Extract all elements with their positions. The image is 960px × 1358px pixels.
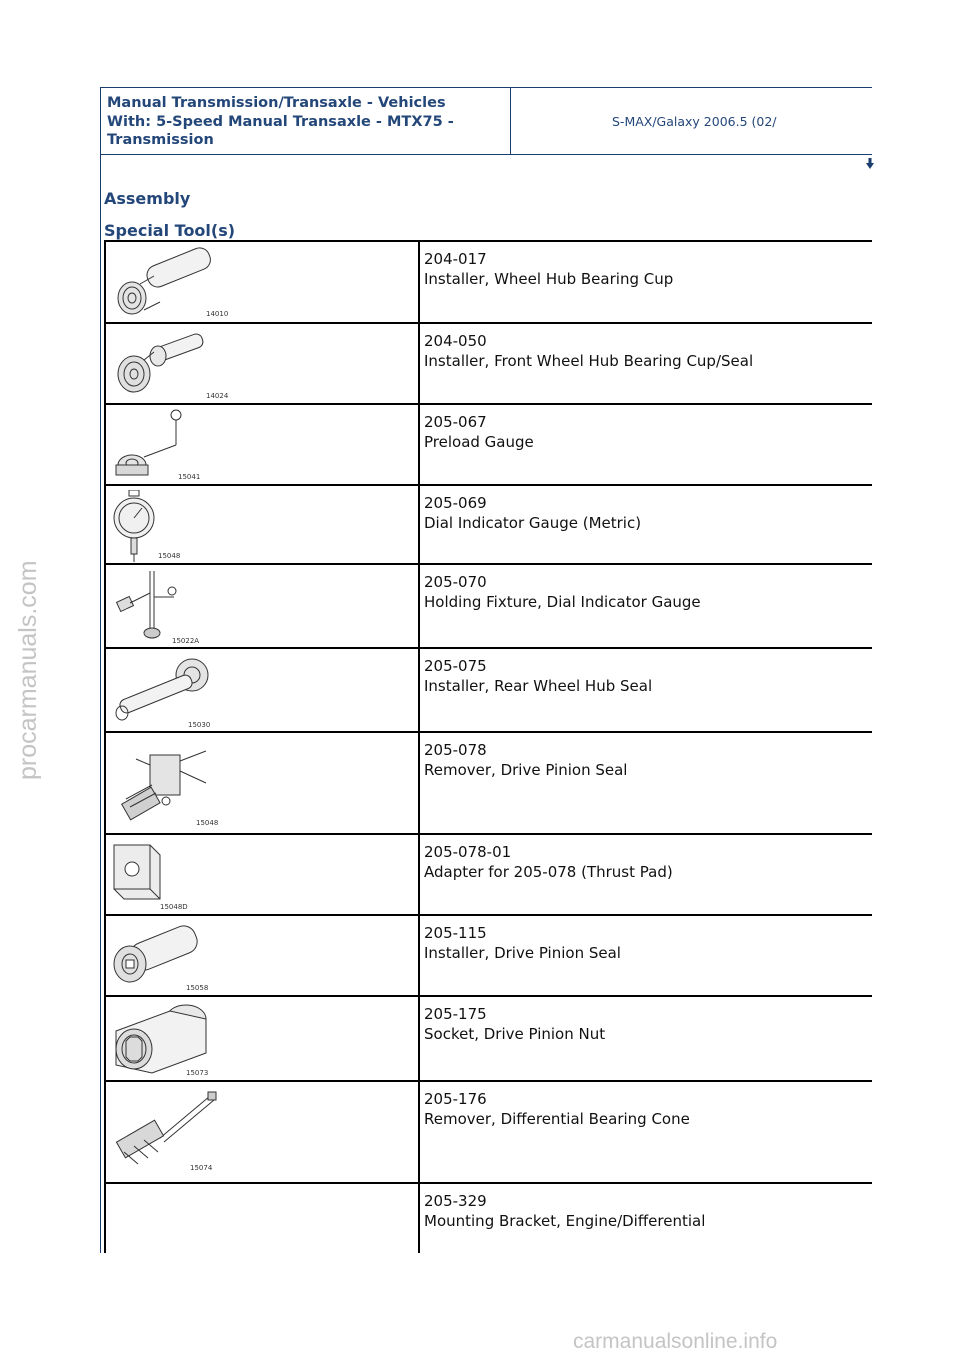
figure-id: 15074 <box>190 1164 213 1172</box>
figure-id: 14024 <box>206 392 229 400</box>
figure-id: 15073 <box>186 1069 209 1077</box>
tool-image-cell <box>104 733 420 834</box>
tool-description: Installer, Wheel Hub Bearing Cup <box>424 269 674 288</box>
tool-image-cell <box>104 835 420 915</box>
installer-pinion-seal-icon <box>110 920 230 994</box>
tool-description: Mounting Bracket, Engine/Differential <box>424 1211 706 1230</box>
table-row <box>104 731 872 834</box>
tool-text <box>424 413 534 452</box>
holding-fixture-icon <box>110 569 230 647</box>
tool-image-cell <box>104 324 420 404</box>
tool-image-cell <box>104 486 420 564</box>
thrust-pad-icon <box>110 839 230 913</box>
figure-id: 14010 <box>206 310 229 318</box>
header-model: S-MAX/Galaxy 2006.5 (02/ <box>612 114 777 129</box>
tool-description: Dial Indicator Gauge (Metric) <box>424 513 642 532</box>
tool-text <box>424 250 673 289</box>
installer-shaft-icon <box>110 246 230 320</box>
figure-id: 15030 <box>188 721 211 729</box>
figure-id: 15022A <box>172 637 200 645</box>
preload-gauge-icon <box>110 409 230 483</box>
bottom-watermark: carmanualsonline.info <box>573 1330 778 1353</box>
table-row <box>104 914 872 996</box>
table-row <box>104 647 872 732</box>
tool-text <box>424 573 701 612</box>
tool-number: 205-069 <box>424 494 487 512</box>
tool-description: Installer, Rear Wheel Hub Seal <box>424 676 653 695</box>
tool-number: 205-115 <box>424 924 487 942</box>
tool-text <box>424 843 673 882</box>
tool-description: Installer, Drive Pinion Seal <box>424 943 621 962</box>
page-header <box>100 87 872 155</box>
tool-text <box>424 1090 690 1129</box>
figure-id: 15058 <box>186 984 209 992</box>
header-title-cell <box>100 88 511 154</box>
tool-description: Holding Fixture, Dial Indicator Gauge <box>424 592 701 611</box>
tool-number: 205-175 <box>424 1005 487 1023</box>
tool-image-cell <box>104 405 420 485</box>
remover-pinion-seal-icon <box>110 737 230 831</box>
tool-number: 205-078 <box>424 741 487 759</box>
arrow-down-icon[interactable] <box>866 158 874 170</box>
tool-description: Socket, Drive Pinion Nut <box>424 1024 606 1043</box>
table-row <box>104 995 872 1081</box>
table-row <box>104 1080 872 1183</box>
section-title: Assembly <box>104 189 191 208</box>
installer-seal-icon <box>110 328 230 402</box>
tool-description: Adapter for 205-078 (Thrust Pad) <box>424 862 673 881</box>
figure-id: 15048D <box>160 903 188 911</box>
table-row <box>104 563 872 648</box>
tool-number: 205-078-01 <box>424 843 512 861</box>
tool-text <box>424 657 652 696</box>
tool-description: Installer, Front Wheel Hub Bearing Cup/Seal <box>424 351 754 370</box>
page-title: Manual Transmission/Transaxle - Vehicles With: 5-Speed Manual Transaxle - MTX75 - Transmission <box>107 95 454 148</box>
tool-text <box>424 1192 705 1231</box>
tool-number: 205-067 <box>424 413 487 431</box>
tool-number: 205-075 <box>424 657 487 675</box>
tool-image-cell <box>104 565 420 648</box>
table-row <box>104 1182 872 1253</box>
tool-text <box>424 924 621 963</box>
tool-number: 204-050 <box>424 332 487 350</box>
figure-id: 15041 <box>178 473 201 481</box>
table-row <box>104 484 872 564</box>
tool-image-cell <box>104 997 420 1081</box>
tool-number: 204-017 <box>424 250 487 268</box>
left-rule <box>100 87 101 1253</box>
tool-text <box>424 741 627 780</box>
tool-text <box>424 332 753 371</box>
side-watermark: procarmanuals.com <box>14 560 42 780</box>
table-row <box>104 403 872 485</box>
tool-text <box>424 494 641 533</box>
table-row <box>104 322 872 404</box>
figure-id: 15048 <box>158 552 181 560</box>
tool-image-cell <box>104 242 420 323</box>
tool-number: 205-176 <box>424 1090 487 1108</box>
tool-number: 205-070 <box>424 573 487 591</box>
tool-description: Preload Gauge <box>424 432 534 451</box>
tool-image-cell <box>104 916 420 996</box>
installer-hub-seal-icon <box>110 653 230 731</box>
tool-text <box>424 1005 605 1044</box>
tool-image-cell <box>104 649 420 732</box>
tool-description: Remover, Drive Pinion Seal <box>424 760 628 779</box>
tool-image-cell <box>104 1082 420 1183</box>
tool-description: Remover, Differential Bearing Cone <box>424 1109 690 1128</box>
socket-icon <box>110 1001 230 1079</box>
figure-id: 15048 <box>196 819 219 827</box>
table-row <box>104 833 872 915</box>
table-row <box>104 240 872 323</box>
tool-number: 205-329 <box>424 1192 487 1210</box>
tool-image-cell <box>104 1184 420 1253</box>
special-tools-title: Special Tool(s) <box>104 221 236 240</box>
